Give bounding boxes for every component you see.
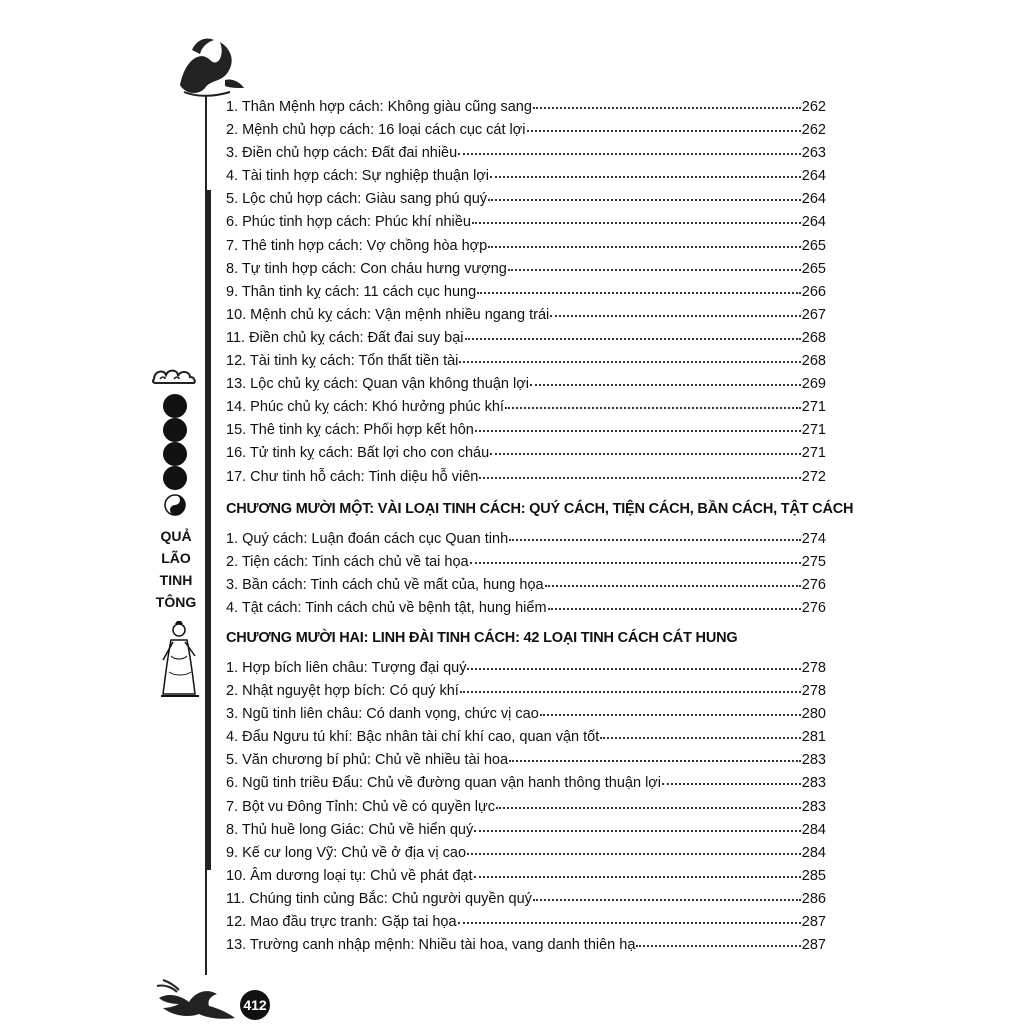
toc-entry-title: 3. Điền chủ hợp cách: Đất đai nhiều — [226, 145, 458, 162]
toc-entry-title: 8. Tự tinh hợp cách: Con cháu hưng vượng — [226, 260, 507, 277]
toc-entry-title: 2. Mệnh chủ hợp cách: 16 loại cách cục cát lợi — [226, 122, 526, 139]
toc-entry-page: 274 — [801, 530, 826, 547]
toc-entry-page: 285 — [801, 867, 826, 884]
toc-entry-page: 286 — [801, 890, 826, 907]
dot-leader — [662, 769, 801, 785]
toc-entry-page: 267 — [801, 306, 826, 323]
toc-entry-page: 271 — [801, 445, 826, 462]
black-dot-icon — [163, 394, 187, 418]
chapter-heading: CHƯƠNG MƯỜI HAI: LINH ĐÀI TINH CÁCH: 42 LOẠI TINH CÁCH CÁT HUNG — [226, 629, 738, 646]
dot-leader — [474, 862, 801, 878]
toc-entry-title: 6. Phúc tinh hợp cách: Phúc khí nhiều — [226, 214, 471, 231]
toc-entry-page: 284 — [801, 844, 826, 861]
toc-entry — [226, 372, 826, 395]
toc-entry-title: 15. Thê tinh kỵ cách: Phối hợp kết hôn — [226, 422, 474, 439]
cloud-scroll-icon — [150, 365, 200, 387]
toc-entry-page: 271 — [801, 422, 826, 439]
book-title-line: TÔNG — [155, 594, 197, 610]
toc-entry-title: 4. Đẩu Ngưu tú khí: Bậc nhân tài chí khí cao, quan vận tốt — [226, 729, 600, 746]
toc-entry — [226, 349, 826, 372]
dot-leader — [460, 677, 801, 693]
toc-entry — [226, 887, 826, 910]
toc-entry — [226, 187, 826, 210]
toc-entry-title: 13. Trường canh nhập mệnh: Nhiều tài hoa, vang danh thiên hạ — [226, 937, 636, 954]
toc-entry — [226, 257, 826, 280]
toc-entry-page: 283 — [801, 775, 826, 792]
dot-leader — [472, 208, 801, 224]
dot-leader — [540, 700, 801, 716]
toc-entry — [226, 725, 826, 748]
toc-entry-page: 275 — [801, 553, 826, 570]
dot-leader — [636, 931, 800, 947]
black-dot-icon — [163, 466, 187, 490]
toc-entry — [226, 118, 826, 141]
toc-entry-page: 264 — [801, 191, 826, 208]
toc-entry-title: 11. Chúng tinh củng Bắc: Chủ người quyền quý — [226, 890, 532, 907]
book-title-line: LÃO — [161, 550, 191, 566]
toc-entry — [226, 234, 826, 257]
toc-entry — [226, 210, 826, 233]
toc-entry-title: 3. Bần cách: Tinh cách chủ về mất của, hung họa — [226, 576, 544, 593]
dot-leader — [475, 416, 801, 432]
sage-figure-icon — [155, 620, 205, 700]
dot-leader — [509, 525, 801, 541]
toc-entry — [226, 795, 826, 818]
book-title-vertical — [150, 525, 202, 613]
toc-entry-title: 2. Tiện cách: Tinh cách chủ về tai họa — [226, 553, 469, 570]
page-number: 412 — [240, 990, 270, 1020]
toc-entry-page: 287 — [801, 914, 826, 930]
margin-thick-rule — [205, 190, 211, 870]
dot-leader — [474, 816, 801, 832]
toc-entry — [226, 303, 826, 326]
toc-entry-title: 9. Thân tinh kỵ cách: 11 cách cục hung — [226, 283, 477, 300]
toc-entry — [226, 441, 826, 464]
dot-leader — [477, 278, 801, 294]
dot-leader — [458, 139, 801, 155]
toc-entry-page: 265 — [801, 260, 826, 277]
toc-entry — [226, 910, 826, 933]
toc-entry-page: 281 — [801, 729, 826, 746]
toc-entry-title: 1. Thân Mệnh hợp cách: Không giàu cũng sang — [226, 99, 532, 115]
toc-entry-title: 14. Phúc chủ kỵ cách: Khó hưởng phúc khí — [226, 399, 504, 416]
toc-entry — [226, 573, 826, 596]
toc-entry-title: 4. Tài tinh hợp cách: Sự nghiệp thuận lợi — [226, 168, 490, 185]
toc-entry — [226, 818, 826, 841]
toc-entry-title: 8. Thủ huề long Giác: Chủ về hiển quý — [226, 821, 474, 838]
toc-entry-title: 5. Lộc chủ hợp cách: Giàu sang phú quý — [226, 191, 488, 208]
toc-entry-title: 1. Hợp bích liên châu: Tượng đại quý — [226, 659, 467, 676]
toc-entry-page: 269 — [801, 376, 826, 393]
dot-leader — [527, 116, 801, 132]
toc-entry-page: 264 — [801, 214, 826, 231]
toc-entry-title: 10. Âm dương loại tụ: Chủ về phát đạt — [226, 867, 473, 884]
dot-leader — [467, 839, 801, 855]
dragon-ornament-icon — [155, 978, 245, 1022]
toc-entry-title: 3. Ngũ tinh liên châu: Có danh vọng, chức vị cao — [226, 706, 539, 723]
dot-leader — [459, 347, 800, 363]
toc-entry — [226, 326, 826, 349]
dot-leader — [470, 548, 801, 564]
toc-entry-title: 7. Thê tinh hợp cách: Vợ chồng hòa hợp — [226, 237, 488, 254]
dragon-ornament-icon — [170, 30, 250, 100]
dot-leader — [600, 723, 801, 739]
black-dot-icon — [163, 442, 187, 466]
dot-leader — [550, 301, 801, 317]
dot-leader — [533, 885, 801, 901]
toc-entry-page: 284 — [801, 821, 826, 838]
chapter-heading: CHƯƠNG MƯỜI MỘT: VÀI LOẠI TINH CÁCH: QUÝ CÁCH, TIỆN CÁCH, BẦN CÁCH, TẬT CÁCH — [226, 500, 854, 517]
toc-entry-title: 4. Tật cách: Tinh cách chủ về bệnh tật, hung hiểm — [226, 599, 547, 616]
dot-leader — [533, 93, 801, 109]
toc-entry — [226, 280, 826, 303]
toc-entry-page: 264 — [801, 168, 826, 185]
toc-entry-title: 16. Tử tinh kỵ cách: Bất lợi cho con cháu — [226, 445, 490, 462]
toc-section — [226, 95, 826, 488]
toc-entry — [226, 527, 826, 550]
toc-entry-page: 266 — [801, 283, 826, 300]
toc-entry — [226, 748, 826, 771]
dot-leader — [467, 654, 800, 670]
dot-leader — [508, 255, 801, 271]
dot-leader — [488, 185, 801, 201]
black-dot-icon — [163, 418, 187, 442]
dot-leader — [465, 324, 801, 340]
toc-entry-page: 278 — [801, 683, 826, 700]
toc-entry — [226, 771, 826, 794]
toc-entry — [226, 656, 826, 679]
dot-leader — [490, 439, 801, 455]
book-title-line: QUẢ — [160, 528, 192, 544]
toc-entry — [226, 550, 826, 573]
dot-leader — [490, 162, 801, 178]
toc-entry-title: 12. Mao đầu trực tranh: Gặp tai họa — [226, 914, 457, 930]
toc-entry-page: 283 — [801, 752, 826, 769]
toc-entry — [226, 95, 826, 118]
toc-entry-page: 262 — [801, 122, 826, 139]
toc-entry-page: 287 — [801, 937, 826, 954]
dot-leader — [505, 393, 801, 409]
toc-entry-page: 268 — [801, 329, 826, 346]
toc-entry-title: 10. Mệnh chủ kỵ cách: Vận mệnh nhiều ngang trái — [226, 306, 550, 323]
toc-entry-page: 278 — [801, 659, 826, 676]
toc-entry — [226, 395, 826, 418]
dot-leader — [496, 793, 801, 809]
toc-entry — [226, 841, 826, 864]
dot-leader — [530, 370, 801, 386]
toc-entry — [226, 864, 826, 887]
toc-entry — [226, 141, 826, 164]
toc-entry-title: 6. Ngũ tinh triều Đẩu: Chủ về đường quan vận hanh thông thuận lợi — [226, 775, 662, 792]
toc-entry-title: 13. Lộc chủ kỵ cách: Quan vận không thuận lợi — [226, 376, 529, 393]
toc-entry-page: 263 — [801, 145, 826, 162]
dot-leader — [548, 594, 801, 610]
toc-entry-page: 265 — [801, 237, 826, 254]
toc-section — [226, 619, 826, 956]
toc-entry-title: 7. Bột vu Đông Tỉnh: Chủ về có quyền lực — [226, 798, 495, 815]
book-title-line: TINH — [159, 572, 193, 588]
dot-leader — [545, 571, 801, 587]
toc-entry — [226, 465, 826, 488]
toc-entry — [226, 596, 826, 619]
toc-entry-page: 276 — [801, 576, 826, 593]
toc-entry — [226, 933, 826, 956]
toc-entry-title: 5. Văn chương bí phủ: Chủ về nhiều tài hoa — [226, 752, 509, 769]
toc-entry-title: 9. Kế cư long Vỹ: Chủ về ở địa vị cao — [226, 844, 467, 861]
toc-entry-page: 271 — [801, 399, 826, 416]
dot-leader — [479, 463, 800, 479]
yin-yang-icon — [164, 494, 186, 516]
dot-leader — [509, 746, 801, 762]
toc-entry — [226, 679, 826, 702]
toc-entry — [226, 702, 826, 725]
toc-entry-page: 262 — [801, 99, 826, 115]
table-of-contents — [226, 95, 854, 956]
toc-entry-title: 11. Điền chủ kỵ cách: Đất đai suy bại — [226, 329, 464, 346]
toc-entry-title: 2. Nhật nguyệt hợp bích: Có quý khí — [226, 683, 459, 700]
toc-entry-title: 12. Tài tinh kỵ cách: Tổn thất tiền tài — [226, 353, 459, 370]
toc-entry-page: 283 — [801, 798, 826, 815]
dot-leader — [458, 908, 801, 924]
toc-entry-page: 268 — [801, 353, 826, 370]
toc-entry — [226, 164, 826, 187]
toc-entry-page: 280 — [801, 706, 826, 723]
dot-leader — [488, 232, 801, 248]
toc-entry — [226, 418, 826, 441]
toc-entry-page: 272 — [801, 468, 826, 485]
toc-section — [226, 488, 854, 619]
toc-entry-title: 1. Quý cách: Luận đoán cách cục Quan tinh — [226, 530, 509, 547]
toc-entry-page: 276 — [801, 599, 826, 616]
toc-entry-title: 17. Chư tinh hỗ cách: Tinh diệu hỗ viên — [226, 468, 479, 485]
